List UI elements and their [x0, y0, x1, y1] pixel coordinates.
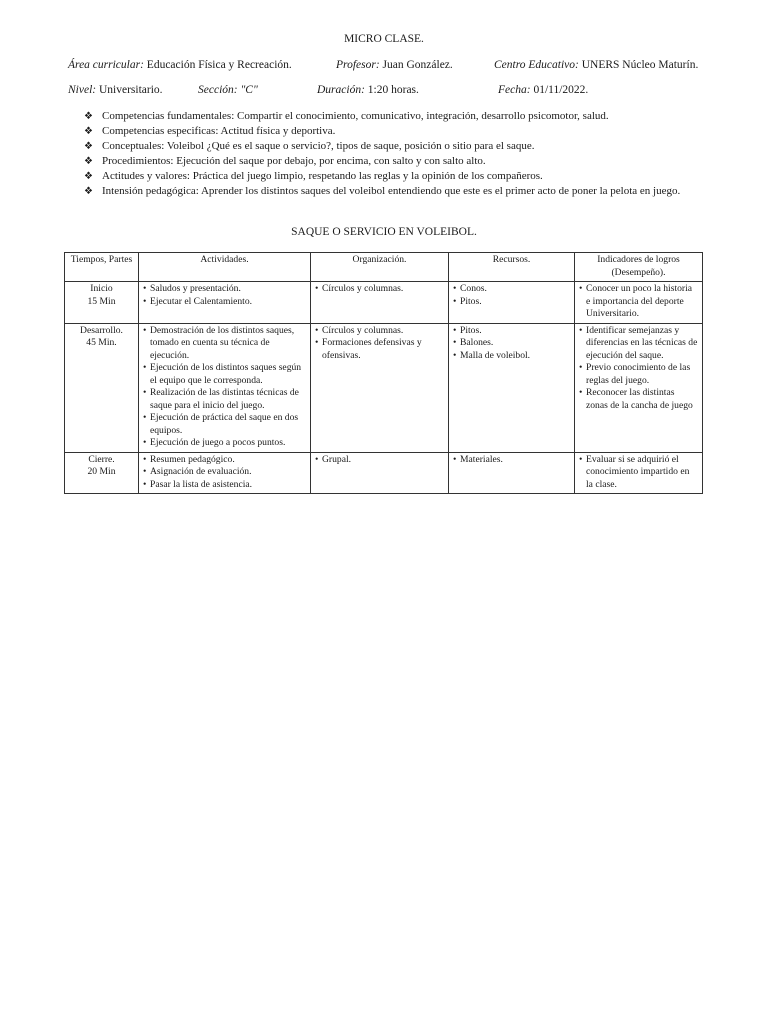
header-organizacion: Organización.	[311, 253, 449, 282]
seccion-field	[198, 84, 258, 96]
time-line: Desarrollo.	[80, 324, 123, 336]
lesson-plan-table	[64, 252, 703, 494]
time-line: Inicio	[90, 283, 113, 294]
diamond-bullet-icon: ❖	[84, 141, 93, 152]
actividades-cell	[139, 323, 311, 452]
recursos-item: • Materiales.	[453, 454, 570, 467]
actividades-item: • Demostración de los distintos saques, tomado en cuenta su técnica de ejecución.	[143, 325, 306, 363]
section-subtitle: SAQUE O SERVICIO EN VOLEIBOL.	[291, 226, 477, 238]
header-recursos: Recursos.	[449, 253, 575, 282]
table-row	[65, 452, 703, 494]
organizacion-cell	[311, 323, 449, 452]
table-row	[65, 282, 703, 324]
actividades-cell	[139, 282, 311, 324]
time-line: 20 Min	[87, 466, 116, 477]
centro-label: Centro Educativo:	[494, 59, 579, 71]
actividades-item: • Realización de las distintas técnicas de saque para el inicio del juego.	[143, 387, 306, 412]
nivel-label: Nivel:	[68, 84, 97, 96]
nivel-value: Universitario.	[98, 84, 163, 96]
header-actividades: Actividades.	[139, 253, 311, 282]
duracion-value: 1:20 horas.	[367, 84, 419, 96]
indicadores-item: • Previo conocimiento de las reglas del juego.	[579, 362, 698, 387]
competencia-text: Actitudes y valores: Práctica del juego limpio, respetando las reglas y la opinión de los compañeros.	[102, 170, 543, 182]
actividades-item: • Ejecutar el Calentamiento.	[143, 296, 306, 309]
competencia-item	[84, 124, 700, 139]
competencia-item	[84, 184, 700, 199]
duracion-label: Duración:	[317, 84, 365, 96]
profesor-value: Juan González.	[382, 59, 453, 71]
duracion-field	[317, 84, 419, 96]
indicadores-cell	[575, 282, 703, 324]
area-field	[68, 59, 292, 71]
competencias-list	[84, 109, 700, 199]
diamond-bullet-icon: ❖	[84, 156, 93, 167]
recursos-item: • Pitos.	[453, 325, 570, 338]
time-line: Cierre.	[88, 453, 115, 465]
actividades-item: • Ejecución de juego a pocos puntos.	[143, 437, 306, 450]
fecha-field	[498, 84, 588, 96]
recursos-cell	[449, 323, 575, 452]
indicadores-item: • Reconocer las distintas zonas de la cancha de juego	[579, 387, 698, 412]
seccion-label: Sección:	[198, 84, 238, 96]
indicadores-item: • Evaluar si se adquirió el conocimiento impartido en la clase.	[579, 454, 698, 492]
indicadores-cell	[575, 452, 703, 494]
organizacion-cell	[311, 282, 449, 324]
document-title: MICRO CLASE.	[344, 33, 424, 45]
nivel-field	[68, 84, 163, 96]
recursos-item: • Pitos.	[453, 296, 570, 309]
area-value: Educación Física y Recreación.	[146, 59, 292, 71]
organizacion-item: • Grupal.	[315, 454, 444, 467]
fecha-value: 01/11/2022.	[533, 84, 589, 96]
actividades-item: • Ejecución de práctica del saque en dos equipos.	[143, 412, 306, 437]
competencia-item	[84, 154, 700, 169]
competencia-text: Competencias especificas: Actitud física y deportiva.	[102, 125, 336, 137]
time-cell	[65, 452, 139, 494]
recursos-cell	[449, 282, 575, 324]
header-tiempos: Tiempos, Partes	[65, 253, 139, 282]
actividades-item: • Resumen pedagógico.	[143, 454, 306, 467]
profesor-field	[336, 59, 453, 71]
table-row	[65, 323, 703, 452]
organizacion-item: • Círculos y columnas.	[315, 325, 444, 338]
seccion-value: "C"	[240, 84, 258, 96]
diamond-bullet-icon: ❖	[84, 171, 93, 182]
competencia-item	[84, 109, 700, 124]
actividades-item: • Ejecución de los distintos saques según el equipo que le corresponda.	[143, 362, 306, 387]
diamond-bullet-icon: ❖	[84, 186, 93, 197]
competencia-text: Conceptuales: Voleibol ¿Qué es el saque o servicio?, tipos de saque, posición o sitio para el saque.	[102, 140, 535, 152]
diamond-bullet-icon: ❖	[84, 126, 93, 137]
competencia-item	[84, 169, 700, 184]
competencia-item	[84, 139, 700, 154]
time-line: 15 Min	[87, 295, 116, 307]
actividades-item: • Saludos y presentación.	[143, 283, 306, 296]
actividades-item: • Asignación de evaluación.	[143, 466, 306, 479]
profesor-label: Profesor:	[336, 59, 380, 71]
area-label: Área curricular:	[68, 59, 144, 71]
organizacion-cell	[311, 452, 449, 494]
time-line: 45 Min.	[86, 337, 117, 348]
recursos-item: • Conos.	[453, 283, 570, 296]
recursos-cell	[449, 452, 575, 494]
time-cell	[65, 282, 139, 324]
recursos-item: • Malla de voleibol.	[453, 350, 570, 363]
diamond-bullet-icon: ❖	[84, 111, 93, 122]
actividades-cell	[139, 452, 311, 494]
header-indicadores: Indicadores de logros (Desempeño).	[575, 253, 703, 282]
actividades-item: • Pasar la lista de asistencia.	[143, 479, 306, 492]
indicadores-cell	[575, 323, 703, 452]
recursos-item: • Balones.	[453, 337, 570, 350]
table-header-row	[65, 253, 703, 282]
organizacion-item: • Formaciones defensivas y ofensivas.	[315, 337, 444, 362]
time-cell	[65, 323, 139, 452]
competencia-text: Procedimientos: Ejecución del saque por debajo, por encima, con salto y con salto alto.	[102, 155, 486, 167]
competencia-text: Intensión pedagógica: Aprender los distintos saques del voleibol entendiendo que este es el primer acto de poner la pelota en juego.	[102, 185, 681, 197]
centro-field	[494, 59, 698, 71]
indicadores-item: • Identificar semejanzas y diferencias en las técnicas de ejecución del saque.	[579, 325, 698, 363]
fecha-label: Fecha:	[498, 84, 531, 96]
organizacion-item: • Círculos y columnas.	[315, 283, 444, 296]
indicadores-item: • Conocer un poco la historia e importancia del deporte Universitario.	[579, 283, 698, 321]
centro-value: UNERS Núcleo Maturín.	[581, 59, 699, 71]
competencia-text: Competencias fundamentales: Compartir el conocimiento, comunicativo, integración, desarrollo psicomotor, salud.	[102, 110, 609, 122]
